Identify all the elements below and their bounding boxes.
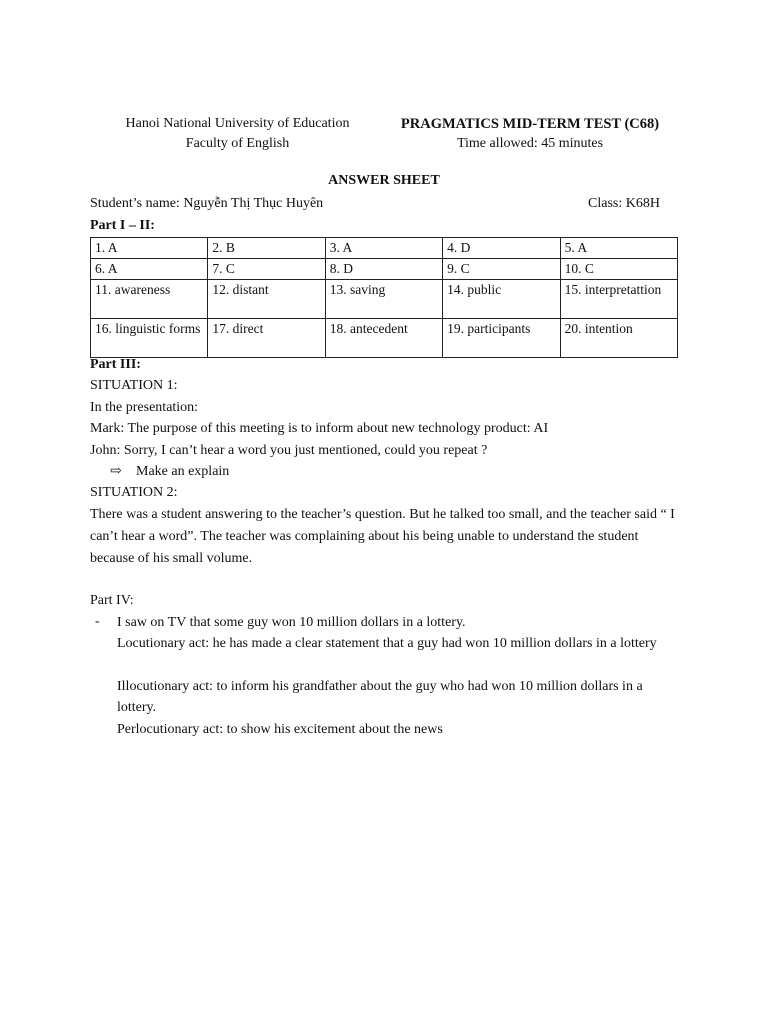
student-name: Student’s name: Nguyễn Thị Thục Huyên — [90, 196, 324, 211]
situation-1-conclusion — [110, 462, 229, 482]
table-cell: 8. D — [325, 259, 442, 280]
locutionary-act: Locutionary act: he has made a clear statement that a guy had won 10 million dollars in a lottery — [117, 636, 657, 651]
table-row — [91, 319, 678, 358]
part-4-sentence: I saw on TV that some guy won 10 million dollars in a lottery. — [117, 615, 466, 630]
table-cell: 16. linguistic forms — [91, 319, 208, 358]
part-4-heading: Part IV: — [90, 593, 134, 608]
table-cell: 10. C — [560, 259, 677, 280]
table-cell: 12. distant — [208, 280, 325, 319]
table-cell: 11. awareness — [91, 280, 208, 319]
table-cell: 4. D — [443, 238, 560, 259]
faculty-name: Faculty of English — [185, 136, 290, 151]
table-cell: 5. A — [560, 238, 677, 259]
table-row — [91, 280, 678, 319]
table-cell: 17. direct — [208, 319, 325, 358]
illocutionary-act: Illocutionary act: to inform his grandfather about the guy who had won 10 million dollars in a lottery. — [117, 679, 643, 715]
table-cell: 14. public — [443, 280, 560, 319]
student-class: Class: K68H — [588, 196, 660, 211]
table-row — [91, 238, 678, 259]
table-cell: 15. interpretattion — [560, 280, 677, 319]
conclusion-text: Make an explain — [136, 464, 230, 479]
part-1-2-heading: Part I – II: — [90, 218, 155, 233]
situation-1-title: SITUATION 1: — [90, 378, 178, 393]
test-title: PRAGMATICS MID-TERM TEST (C68) — [400, 116, 660, 132]
situation-2-title: SITUATION 2: — [90, 485, 178, 500]
situation-1-john: John: Sorry, I can’t hear a word you just mentioned, could you repeat ? — [90, 443, 488, 458]
university-name: Hanoi National University of Education — [125, 116, 350, 131]
table-cell: 18. antecedent — [325, 319, 442, 358]
table-cell: 20. intention — [560, 319, 677, 358]
table-cell: 19. participants — [443, 319, 560, 358]
table-cell: 7. C — [208, 259, 325, 280]
answer-table — [90, 237, 678, 358]
table-cell: 1. A — [91, 238, 208, 259]
table-cell: 13. saving — [325, 280, 442, 319]
answer-sheet-title: ANSWER SHEET — [328, 173, 440, 188]
time-allowed: Time allowed: 45 minutes — [456, 136, 604, 151]
table-cell: 9. C — [443, 259, 560, 280]
arrow-right-icon: ⇨ — [110, 464, 122, 479]
situation-1-context: In the presentation: — [90, 400, 199, 415]
table-cell: 6. A — [91, 259, 208, 280]
part-3-heading: Part III: — [90, 357, 141, 372]
situation-1-mark: Mark: The purpose of this meeting is to inform about new technology product: AI — [90, 421, 549, 436]
situation-2-text: There was a student answering to the teacher’s question. But he talked too small, and the teacher said “ I can’t hear a word”. The teacher was complaining about his being unable to understand the student because of his small volume. — [90, 507, 675, 566]
table-cell: 3. A — [325, 238, 442, 259]
list-bullet: - — [95, 614, 100, 629]
table-row — [91, 259, 678, 280]
table-cell: 2. B — [208, 238, 325, 259]
perlocutionary-act: Perlocutionary act: to show his excitement about the news — [117, 722, 443, 737]
